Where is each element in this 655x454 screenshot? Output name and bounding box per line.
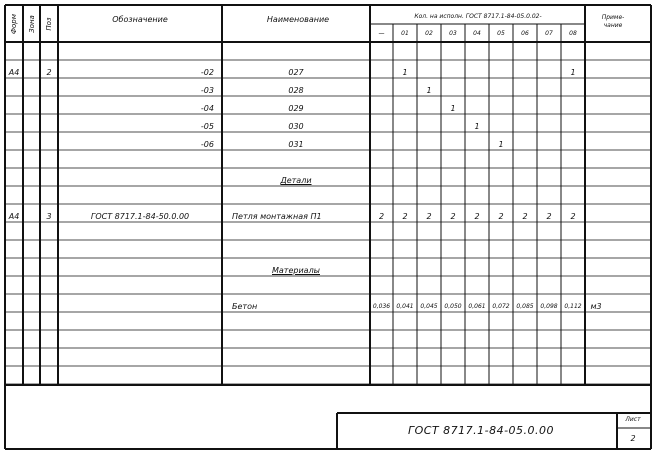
row-qty-8: 1 <box>570 68 576 77</box>
row-qty-0: 0,036 <box>372 303 391 310</box>
row-qty-1: 1 <box>402 68 408 77</box>
row-designation: -05 <box>200 122 214 131</box>
header-qty-title: Кол. на исполн. ГОСТ 8717.1-84-05.0.02- <box>414 13 542 20</box>
row-qty-0: 2 <box>378 212 385 221</box>
row-qty-3: 2 <box>450 212 456 221</box>
header-variant-2: 02 <box>425 30 433 37</box>
row-format: А4 <box>8 212 20 221</box>
row-qty-2: 1 <box>426 86 432 95</box>
header-variant-7: 07 <box>545 30 553 37</box>
row-qty-4: 2 <box>474 212 480 221</box>
row-qty-5: 0,072 <box>492 303 510 310</box>
row-name: Петля монтажная П1 <box>232 212 322 221</box>
header-name: Наименование <box>266 15 330 24</box>
header-variant-3: 03 <box>449 30 457 37</box>
row-qty-5: 2 <box>498 212 504 221</box>
row-position: 3 <box>46 212 52 221</box>
row-designation: -02 <box>200 68 214 77</box>
row-qty-5: 1 <box>498 140 504 149</box>
row-name: 030 <box>288 122 304 131</box>
row-designation: -03 <box>200 86 214 95</box>
row-name: Бетон <box>232 302 258 311</box>
header-note: Приме- чание <box>601 14 625 29</box>
row-note: м3 <box>590 302 602 311</box>
row-qty-6: 0,085 <box>516 303 534 310</box>
row-qty-8: 0,112 <box>564 303 582 310</box>
row-qty-7: 2 <box>546 212 552 221</box>
row-name: 028 <box>288 86 304 95</box>
header-zone: Зона <box>28 15 36 33</box>
header-variant-8: 08 <box>569 30 577 37</box>
row-qty-3: 0,050 <box>444 303 462 310</box>
row-section-title: Детали <box>280 176 312 185</box>
row-qty-6: 2 <box>522 212 528 221</box>
row-qty-7: 0,098 <box>540 303 558 310</box>
row-name: 027 <box>288 68 304 77</box>
row-designation: -04 <box>200 104 214 113</box>
header-position: Поз <box>45 17 53 31</box>
row-qty-2: 2 <box>426 212 432 221</box>
header-variant-1: 01 <box>401 30 409 37</box>
row-qty-4: 0,061 <box>468 303 486 310</box>
row-section-title: Материалы <box>272 266 320 275</box>
row-name: 031 <box>288 140 304 149</box>
row-qty-2: 0,045 <box>420 303 438 310</box>
header-format: Форм <box>10 13 18 35</box>
row-qty-1: 2 <box>402 212 408 221</box>
row-qty-8: 2 <box>570 212 576 221</box>
stamp-sheet-number: 2 <box>630 434 636 443</box>
stamp-doc-number: ГОСТ 8717.1-84-05.0.00 <box>407 424 555 437</box>
row-position: 2 <box>46 68 52 77</box>
row-designation: ГОСТ 8717.1-84-50.0.00 <box>90 212 190 221</box>
stamp-sheet-label: Лист <box>625 416 641 423</box>
row-format: А4 <box>8 68 20 77</box>
row-designation: -06 <box>200 140 214 149</box>
row-qty-1: 0,041 <box>396 303 414 310</box>
row-qty-4: 1 <box>474 122 480 131</box>
header-variant-4: 04 <box>473 30 481 37</box>
header-variant-6: 06 <box>521 30 529 37</box>
row-name: 029 <box>288 104 304 113</box>
header-designation: Обозначение <box>112 15 168 24</box>
header-variant-5: 05 <box>497 30 505 37</box>
row-qty-3: 1 <box>450 104 456 113</box>
header-variant-0: — <box>378 30 385 37</box>
